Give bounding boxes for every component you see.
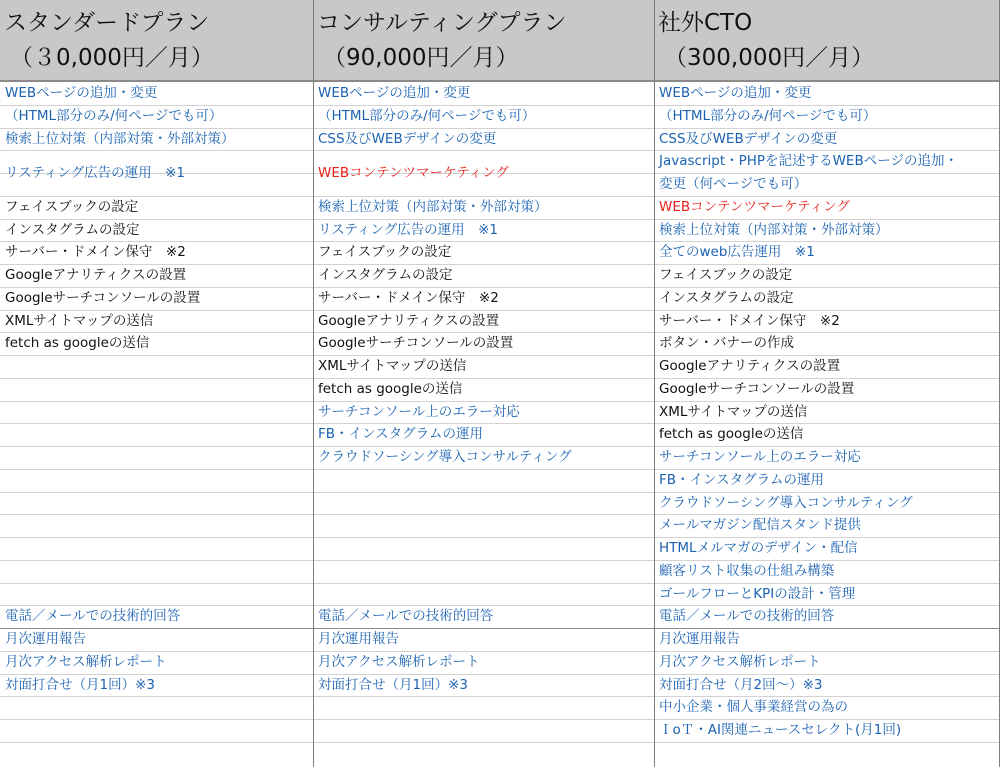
feature-item: フェイスブックの設定 <box>659 267 793 283</box>
feature-item: WEBページの追加・変更 <box>318 85 471 101</box>
feature-item: 電話／メールでの技術的回答 <box>659 608 835 625</box>
feature-item: ボタン・バナーの作成 <box>659 335 794 352</box>
feature-item: Googleサーチコンソールの設置 <box>659 380 855 397</box>
feature-item: メールマガジン配信スタンド提供 <box>659 517 861 534</box>
plan-price: （90,000円／月） <box>323 45 519 71</box>
feature-item: Googleアナリティクスの設置 <box>659 358 841 374</box>
feature-item: インスタグラムの設定 <box>5 221 140 238</box>
feature-item: フェイスブックの設定 <box>318 244 452 261</box>
feature-item: 検索上位対策（内部対策・外部対策） <box>318 198 548 215</box>
feature-item: HTMLメルマガのデザイン・配信 <box>659 540 858 556</box>
feature-item: 対面打合せ（月1回）※3 <box>318 676 468 693</box>
feature-item: 検索上位対策（内部対策・外部対策） <box>5 130 235 147</box>
feature-item: リスティング広告の運用 ※1 <box>318 221 499 238</box>
plan-price: （３0,000円／月） <box>10 45 214 71</box>
feature-item: 中小企業・個人事業経営の為の <box>659 699 848 716</box>
feature-item: 月次運用報告 <box>5 631 86 647</box>
plan-header-consulting <box>313 0 654 80</box>
plan-header-standard <box>0 0 313 80</box>
feature-item: WEBコンテンツマーケティング <box>318 164 509 181</box>
feature-item: FB・インスタグラムの運用 <box>659 471 824 488</box>
header-row <box>0 0 1000 82</box>
feature-item: 月次アクセス解析レポート <box>318 653 480 670</box>
feature-item: WEBページの追加・変更 <box>659 85 812 101</box>
feature-item: fetch as googleの送信 <box>659 426 804 443</box>
feature-item: CSS及びWEBデザインの変更 <box>659 130 838 147</box>
feature-item: サーチコンソール上のエラー対応 <box>659 449 861 465</box>
feature-item: 電話／メールでの技術的回答 <box>5 608 181 625</box>
feature-item: XMLサイトマップの送信 <box>318 358 467 374</box>
feature-item: サーバー・ドメイン保守 ※2 <box>5 244 186 261</box>
feature-item: Googleアナリティクスの設置 <box>5 267 187 283</box>
feature-item: 月次運用報告 <box>659 631 740 647</box>
feature-item: サーバー・ドメイン保守 ※2 <box>659 312 840 329</box>
feature-item: 月次運用報告 <box>318 631 399 647</box>
feature-item: 対面打合せ（月2回〜）※3 <box>659 676 823 693</box>
feature-item: XMLサイトマップの送信 <box>5 312 154 329</box>
feature-item: ゴールフローとKPIの設計・管理 <box>659 585 856 602</box>
feature-item: インスタグラムの設定 <box>659 289 794 306</box>
plan-name: 社外CTO <box>658 10 753 36</box>
feature-item: ＩoＴ・AI関連ニュースセレクト(月1回) <box>659 722 902 738</box>
feature-item: 電話／メールでの技術的回答 <box>318 608 494 625</box>
feature-item: XMLサイトマップの送信 <box>659 403 808 420</box>
feature-item: 変更（何ページでも可） <box>659 176 808 192</box>
feature-item: FB・インスタグラムの運用 <box>318 426 483 443</box>
feature-item: 顧客リスト収集の仕組み構築 <box>659 562 835 579</box>
feature-item: クラウドソーシング導入コンサルティング <box>318 449 572 465</box>
feature-item: CSS及びWEBデザインの変更 <box>318 130 497 147</box>
feature-item: Javascript・PHPを記述するWEBページの追加・ <box>659 153 958 170</box>
feature-item: （HTML部分のみ/何ページでも可） <box>5 107 223 124</box>
feature-item: Googleサーチコンソールの設置 <box>318 335 514 352</box>
feature-item: Googleアナリティクスの設置 <box>318 312 500 329</box>
feature-item: リスティング広告の運用 ※1 <box>5 164 186 181</box>
feature-item: WEBコンテンツマーケティング <box>659 198 850 215</box>
feature-item: （HTML部分のみ/何ページでも可） <box>318 107 536 124</box>
feature-item: クラウドソーシング導入コンサルティング <box>659 494 913 511</box>
feature-item: インスタグラムの設定 <box>318 267 453 283</box>
feature-item: 検索上位対策（内部対策・外部対策） <box>659 221 889 238</box>
feature-item: fetch as googleの送信 <box>318 380 463 397</box>
feature-item: フェイスブックの設定 <box>5 198 139 215</box>
feature-item: 月次アクセス解析レポート <box>659 653 821 670</box>
feature-item: サーバー・ドメイン保守 ※2 <box>318 289 499 306</box>
feature-item: 全てのweb広告運用 ※1 <box>659 244 815 261</box>
row-gridline <box>0 742 1000 743</box>
plan-header-cto <box>654 0 1000 80</box>
feature-item: 月次アクセス解析レポート <box>5 653 167 670</box>
plan-name: スタンダードプラン <box>4 10 210 36</box>
plan-name: コンサルティングプラン <box>317 10 567 36</box>
feature-item: WEBページの追加・変更 <box>5 85 158 101</box>
feature-item: （HTML部分のみ/何ページでも可） <box>659 107 877 124</box>
feature-item: 対面打合せ（月1回）※3 <box>5 676 155 693</box>
plan-price: （300,000円／月） <box>664 45 875 71</box>
feature-item: Googleサーチコンソールの設置 <box>5 289 201 306</box>
feature-item: fetch as googleの送信 <box>5 335 150 352</box>
feature-item: サーチコンソール上のエラー対応 <box>318 403 520 420</box>
